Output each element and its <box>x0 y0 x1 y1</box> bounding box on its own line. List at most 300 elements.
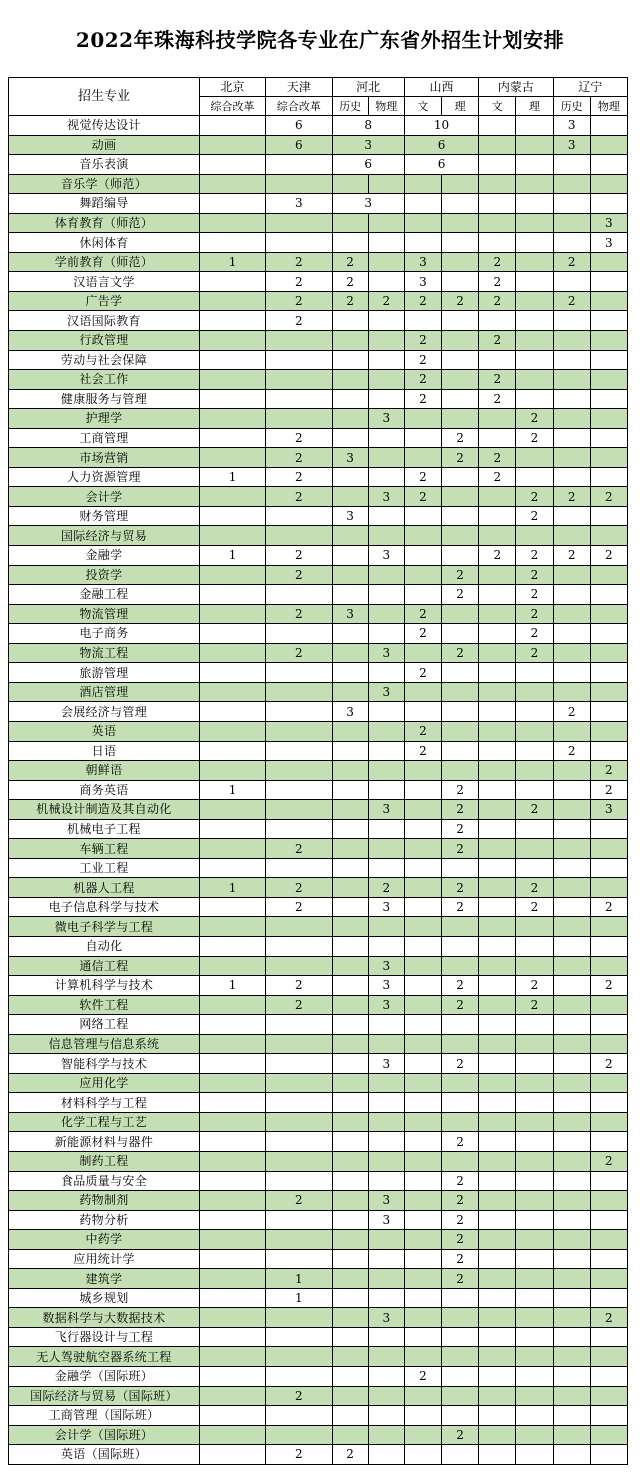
quota-cell <box>368 839 404 859</box>
quota-cell <box>479 1112 516 1132</box>
quota-cell <box>516 663 553 683</box>
quota-cell <box>404 819 441 839</box>
quota-cell <box>199 702 265 722</box>
quota-cell <box>442 233 479 253</box>
quota-cell <box>199 1445 265 1465</box>
quota-cell: 2 <box>266 448 332 468</box>
quota-cell <box>199 585 265 605</box>
quota-cell <box>332 1308 368 1328</box>
major-name-cell: 药物分析 <box>9 1210 200 1230</box>
quota-cell <box>553 1445 590 1465</box>
quota-cell <box>404 565 441 585</box>
quota-cell <box>553 917 590 937</box>
quota-cell <box>479 721 516 741</box>
table-row <box>9 1034 628 1054</box>
quota-cell <box>442 604 479 624</box>
major-name-cell: 动画 <box>9 135 200 155</box>
quota-cell <box>368 467 404 487</box>
quota-cell <box>479 174 516 194</box>
quota-cell <box>266 174 332 194</box>
quota-cell <box>404 546 441 566</box>
table-row <box>9 565 628 585</box>
quota-cell: 2 <box>404 721 441 741</box>
quota-cell <box>368 1445 404 1465</box>
quota-cell: 2 <box>590 1308 627 1328</box>
quota-cell <box>199 956 265 976</box>
quota-cell <box>479 1425 516 1445</box>
major-name-cell: 视觉传达设计 <box>9 116 200 136</box>
quota-cell <box>516 1034 553 1054</box>
quota-cell <box>590 1171 627 1191</box>
quota-cell: 2 <box>479 448 516 468</box>
major-name-cell: 应用化学 <box>9 1073 200 1093</box>
major-name-cell: 金融学（国际班） <box>9 1367 200 1387</box>
quota-cell <box>332 585 368 605</box>
quota-cell <box>590 448 627 468</box>
quota-cell <box>553 1093 590 1113</box>
quota-cell <box>404 1347 441 1367</box>
quota-cell <box>553 1112 590 1132</box>
quota-cell <box>199 311 265 331</box>
quota-cell: 2 <box>368 878 404 898</box>
quota-cell <box>516 1367 553 1387</box>
quota-cell <box>590 311 627 331</box>
quota-cell <box>590 272 627 292</box>
quota-cell <box>479 1073 516 1093</box>
quota-cell <box>590 194 627 214</box>
quota-cell <box>404 1073 441 1093</box>
quota-cell <box>516 741 553 761</box>
quota-cell: 2 <box>266 252 332 272</box>
quota-cell <box>553 1425 590 1445</box>
quota-cell <box>553 585 590 605</box>
quota-cell <box>332 331 368 351</box>
quota-cell <box>479 839 516 859</box>
quota-cell <box>332 350 368 370</box>
table-row <box>9 585 628 605</box>
quota-cell: 2 <box>553 291 590 311</box>
table-row <box>9 663 628 683</box>
quota-cell: 2 <box>553 546 590 566</box>
major-name-cell: 中药学 <box>9 1230 200 1250</box>
quota-cell <box>479 624 516 644</box>
quota-cell <box>442 467 479 487</box>
quota-cell <box>553 1288 590 1308</box>
quota-cell <box>553 194 590 214</box>
quota-cell <box>266 1230 332 1250</box>
quota-cell <box>479 585 516 605</box>
quota-cell: 2 <box>332 291 368 311</box>
quota-cell <box>368 428 404 448</box>
table-row <box>9 1269 628 1289</box>
quota-cell <box>590 135 627 155</box>
quota-cell <box>404 448 441 468</box>
quota-cell <box>553 174 590 194</box>
quota-cell <box>590 917 627 937</box>
quota-cell: 6 <box>404 135 478 155</box>
quota-cell <box>442 761 479 781</box>
quota-cell <box>199 1406 265 1426</box>
quota-cell <box>553 331 590 351</box>
quota-cell <box>590 1406 627 1426</box>
quota-cell: 2 <box>442 878 479 898</box>
major-name-cell: 酒店管理 <box>9 682 200 702</box>
quota-cell <box>199 233 265 253</box>
table-row <box>9 155 628 175</box>
quota-cell <box>553 819 590 839</box>
table-row <box>9 1347 628 1367</box>
province-header-beijing: 北京 <box>199 78 265 97</box>
quota-cell <box>590 995 627 1015</box>
major-name-cell: 日语 <box>9 741 200 761</box>
quota-cell <box>442 1367 479 1387</box>
quota-cell <box>590 1191 627 1211</box>
quota-cell: 2 <box>404 291 441 311</box>
quota-cell <box>590 1112 627 1132</box>
quota-cell: 2 <box>442 585 479 605</box>
quota-cell <box>479 1327 516 1347</box>
table-row <box>9 1327 628 1347</box>
major-name-cell: 食品质量与安全 <box>9 1171 200 1191</box>
quota-cell <box>368 917 404 937</box>
quota-cell <box>553 780 590 800</box>
major-name-cell: 护理学 <box>9 409 200 429</box>
subject-header: 历史 <box>332 97 368 116</box>
quota-cell <box>516 1445 553 1465</box>
quota-cell: 2 <box>442 780 479 800</box>
table-row <box>9 956 628 976</box>
quota-cell <box>368 1347 404 1367</box>
quota-cell: 6 <box>404 155 478 175</box>
quota-cell <box>199 174 265 194</box>
quota-cell <box>479 213 516 233</box>
quota-cell <box>442 1112 479 1132</box>
quota-cell <box>332 1210 368 1230</box>
quota-cell: 2 <box>442 1132 479 1152</box>
quota-cell <box>479 311 516 331</box>
quota-cell <box>266 936 332 956</box>
table-row <box>9 1249 628 1269</box>
quota-cell <box>266 1249 332 1269</box>
major-name-cell: 材料科学与工程 <box>9 1093 200 1113</box>
table-row <box>9 409 628 429</box>
quota-cell: 3 <box>368 1054 404 1074</box>
major-name-cell: 车辆工程 <box>9 839 200 859</box>
quota-cell <box>404 1269 441 1289</box>
quota-cell <box>553 643 590 663</box>
subject-header: 理 <box>442 97 479 116</box>
quota-cell <box>332 1288 368 1308</box>
quota-cell <box>368 858 404 878</box>
quota-cell <box>404 1034 441 1054</box>
quota-cell: 2 <box>516 995 553 1015</box>
subject-header: 物理 <box>368 97 404 116</box>
table-row <box>9 526 628 546</box>
quota-cell <box>332 1230 368 1250</box>
quota-cell <box>368 272 404 292</box>
table-row <box>9 1210 628 1230</box>
quota-cell: 2 <box>442 428 479 448</box>
table-row <box>9 1230 628 1250</box>
quota-cell <box>332 409 368 429</box>
quota-cell <box>368 721 404 741</box>
major-name-cell: 商务英语 <box>9 780 200 800</box>
quota-cell <box>368 1230 404 1250</box>
quota-cell <box>266 819 332 839</box>
quota-cell <box>199 272 265 292</box>
quota-cell <box>553 839 590 859</box>
quota-cell <box>479 155 516 175</box>
quota-cell <box>199 800 265 820</box>
quota-cell <box>404 1015 441 1035</box>
quota-cell <box>516 1112 553 1132</box>
table-row <box>9 291 628 311</box>
table-row <box>9 370 628 390</box>
quota-cell <box>368 565 404 585</box>
quota-cell: 3 <box>368 682 404 702</box>
quota-cell <box>404 1406 441 1426</box>
major-name-cell: 投资学 <box>9 565 200 585</box>
quota-cell <box>553 604 590 624</box>
quota-cell <box>553 1327 590 1347</box>
quota-cell <box>368 506 404 526</box>
quota-cell <box>479 487 516 507</box>
major-name-cell: 会展经济与管理 <box>9 702 200 722</box>
quota-cell <box>590 936 627 956</box>
quota-cell <box>442 1015 479 1035</box>
quota-cell <box>404 956 441 976</box>
quota-cell <box>332 1425 368 1445</box>
quota-cell <box>553 1249 590 1269</box>
quota-cell <box>266 858 332 878</box>
quota-cell: 2 <box>442 291 479 311</box>
quota-cell <box>404 761 441 781</box>
quota-cell: 3 <box>590 213 627 233</box>
quota-cell: 2 <box>590 976 627 996</box>
quota-cell <box>479 526 516 546</box>
quota-cell <box>590 585 627 605</box>
quota-cell <box>368 1015 404 1035</box>
quota-cell <box>516 936 553 956</box>
quota-cell <box>332 956 368 976</box>
quota-cell <box>479 194 516 214</box>
quota-cell <box>442 1034 479 1054</box>
quota-cell: 2 <box>266 487 332 507</box>
quota-cell <box>404 682 441 702</box>
quota-cell <box>404 1191 441 1211</box>
quota-cell: 3 <box>332 702 368 722</box>
major-name-cell: 电子信息科学与技术 <box>9 897 200 917</box>
quota-cell <box>266 956 332 976</box>
quota-cell <box>553 1151 590 1171</box>
quota-cell: 2 <box>332 272 368 292</box>
quota-cell <box>199 448 265 468</box>
quota-cell: 6 <box>266 135 332 155</box>
quota-cell <box>516 1054 553 1074</box>
quota-cell <box>199 135 265 155</box>
quota-cell <box>590 174 627 194</box>
quota-cell: 3 <box>553 116 590 136</box>
quota-cell <box>368 331 404 351</box>
quota-cell <box>442 663 479 683</box>
quota-cell <box>590 878 627 898</box>
quota-cell: 2 <box>516 428 553 448</box>
quota-cell <box>442 917 479 937</box>
quota-cell <box>332 1191 368 1211</box>
quota-cell <box>368 741 404 761</box>
quota-cell <box>590 428 627 448</box>
quota-cell <box>332 624 368 644</box>
major-name-cell: 制药工程 <box>9 1151 200 1171</box>
quota-cell <box>590 604 627 624</box>
table-row <box>9 1054 628 1074</box>
quota-cell <box>332 526 368 546</box>
quota-cell <box>442 389 479 409</box>
quota-cell <box>553 428 590 448</box>
quota-cell <box>553 311 590 331</box>
quota-cell <box>332 800 368 820</box>
table-row <box>9 1288 628 1308</box>
quota-cell <box>266 1132 332 1152</box>
quota-cell <box>266 682 332 702</box>
quota-cell <box>368 1034 404 1054</box>
quota-cell <box>368 1425 404 1445</box>
table-row <box>9 1171 628 1191</box>
quota-cell <box>479 1367 516 1387</box>
table-row <box>9 1386 628 1406</box>
quota-cell <box>516 917 553 937</box>
quota-cell <box>266 233 332 253</box>
quota-cell <box>479 936 516 956</box>
quota-cell <box>479 1034 516 1054</box>
quota-cell <box>332 1034 368 1054</box>
quota-cell <box>368 761 404 781</box>
quota-cell: 2 <box>553 487 590 507</box>
major-name-cell: 学前教育（师范） <box>9 252 200 272</box>
quota-cell: 2 <box>404 741 441 761</box>
quota-cell: 3 <box>368 956 404 976</box>
quota-cell <box>516 819 553 839</box>
table-row <box>9 194 628 214</box>
quota-cell <box>553 1230 590 1250</box>
major-name-cell: 机械电子工程 <box>9 819 200 839</box>
quota-cell: 3 <box>404 252 441 272</box>
quota-cell <box>479 1406 516 1426</box>
quota-cell <box>516 1327 553 1347</box>
quota-cell: 8 <box>332 116 404 136</box>
quota-cell <box>404 858 441 878</box>
quota-cell <box>404 585 441 605</box>
quota-cell <box>553 976 590 996</box>
quota-cell <box>404 800 441 820</box>
quota-cell <box>516 1406 553 1426</box>
quota-cell <box>332 1347 368 1367</box>
quota-cell <box>590 565 627 585</box>
quota-cell: 2 <box>516 878 553 898</box>
province-header-tianjin: 天津 <box>266 78 332 97</box>
major-name-cell: 新能源材料与器件 <box>9 1132 200 1152</box>
quota-cell: 2 <box>516 409 553 429</box>
quota-cell <box>590 1288 627 1308</box>
major-name-cell: 汉语国际教育 <box>9 311 200 331</box>
quota-cell <box>332 995 368 1015</box>
quota-cell <box>590 682 627 702</box>
table-row <box>9 428 628 448</box>
quota-cell <box>266 780 332 800</box>
quota-cell <box>442 311 479 331</box>
quota-cell <box>266 1054 332 1074</box>
quota-cell: 2 <box>516 643 553 663</box>
quota-cell: 3 <box>368 976 404 996</box>
quota-cell <box>590 526 627 546</box>
quota-cell <box>404 1171 441 1191</box>
table-row <box>9 1132 628 1152</box>
quota-cell <box>368 1151 404 1171</box>
quota-cell: 2 <box>266 995 332 1015</box>
quota-cell: 2 <box>442 1171 479 1191</box>
quota-cell <box>332 311 368 331</box>
quota-cell <box>553 155 590 175</box>
quota-cell <box>332 1132 368 1152</box>
quota-cell <box>553 467 590 487</box>
quota-cell <box>404 643 441 663</box>
quota-cell <box>479 858 516 878</box>
quota-cell <box>266 1034 332 1054</box>
quota-cell <box>479 917 516 937</box>
quota-cell <box>442 213 479 233</box>
quota-cell: 2 <box>442 643 479 663</box>
quota-cell <box>404 1210 441 1230</box>
quota-cell <box>553 1015 590 1035</box>
quota-cell <box>368 311 404 331</box>
major-name-cell: 国际经济与贸易 <box>9 526 200 546</box>
table-row <box>9 448 628 468</box>
quota-cell <box>368 1327 404 1347</box>
quota-cell: 2 <box>516 546 553 566</box>
quota-cell <box>368 624 404 644</box>
quota-cell <box>516 1015 553 1035</box>
quota-cell <box>266 1425 332 1445</box>
quota-cell <box>590 409 627 429</box>
quota-cell <box>332 858 368 878</box>
quota-cell <box>442 1093 479 1113</box>
major-name-cell: 数据科学与大数据技术 <box>9 1308 200 1328</box>
quota-cell <box>590 1367 627 1387</box>
quota-cell <box>442 1308 479 1328</box>
quota-cell <box>266 761 332 781</box>
quota-cell <box>590 1132 627 1152</box>
quota-cell <box>553 936 590 956</box>
major-name-cell: 工商管理（国际班） <box>9 1406 200 1426</box>
quota-cell <box>266 526 332 546</box>
major-name-cell: 物流管理 <box>9 604 200 624</box>
major-name-cell: 电子商务 <box>9 624 200 644</box>
quota-cell <box>590 1425 627 1445</box>
quota-cell <box>516 291 553 311</box>
quota-cell <box>266 350 332 370</box>
quota-cell <box>442 858 479 878</box>
quota-cell: 2 <box>590 1054 627 1074</box>
quota-cell <box>479 1210 516 1230</box>
quota-cell <box>332 1015 368 1035</box>
quota-cell <box>404 1386 441 1406</box>
quota-cell <box>590 721 627 741</box>
quota-cell <box>479 116 516 136</box>
table-row <box>9 1445 628 1465</box>
quota-cell <box>266 409 332 429</box>
quota-cell <box>404 1327 441 1347</box>
major-name-cell: 英语（国际班） <box>9 1445 200 1465</box>
